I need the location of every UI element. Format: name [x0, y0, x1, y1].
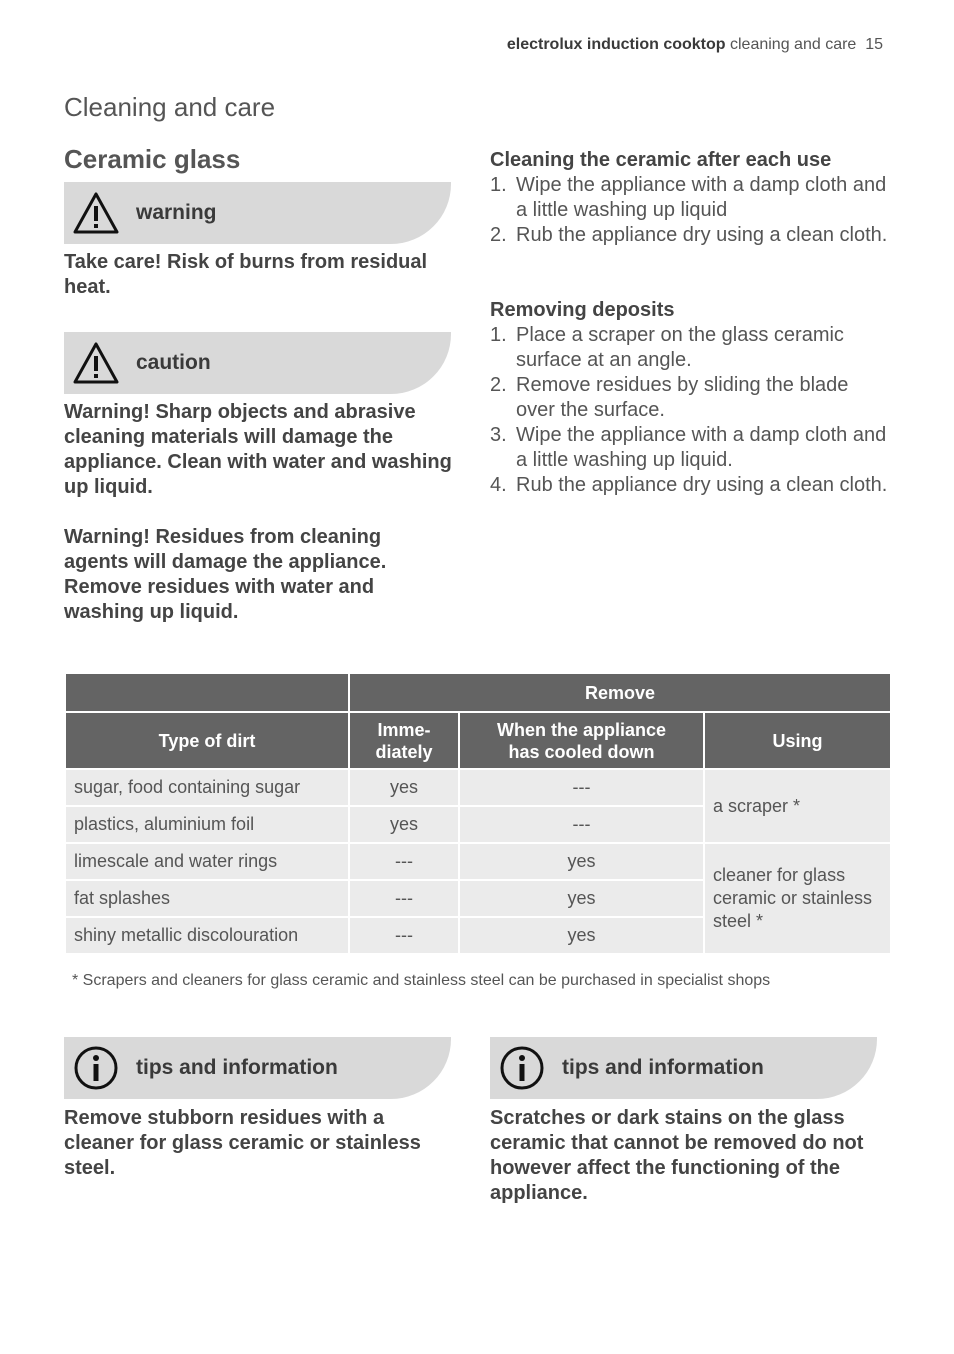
- tips-label: tips and information: [136, 1056, 338, 1079]
- dirt-cell: sugar, food containing sugar: [65, 769, 349, 806]
- dirt-cell: fat splashes: [65, 880, 349, 917]
- dirt-cell: plastics, aluminium foil: [65, 806, 349, 843]
- after-use-title: Cleaning the ceramic after each use: [490, 149, 832, 171]
- table-header-type: Type of dirt: [65, 712, 349, 769]
- tips-box-left: [64, 1037, 451, 1099]
- removing-deposits-steps: [490, 323, 890, 498]
- table-row: [65, 769, 891, 806]
- removing-deposits-section: [490, 298, 890, 498]
- cooled-cell: yes: [459, 917, 704, 954]
- page-number: 15: [865, 36, 883, 53]
- list-item: 2. Remove residues by sliding the blade over the surface.: [490, 374, 849, 421]
- using-cell: a scraper *: [704, 769, 891, 843]
- list-item: 2. Rub the appliance dry using a clean cloth.: [490, 224, 888, 246]
- dirt-cell: shiny metallic discolouration: [65, 917, 349, 954]
- list-item: 4. Rub the appliance dry using a clean cloth.: [490, 474, 888, 496]
- section-title: Cleaning and care: [64, 92, 276, 122]
- header-section: cleaning and care: [730, 36, 857, 53]
- dirt-removal-table: [64, 672, 892, 955]
- table-header-cooled: When the appliance has cooled down: [459, 712, 704, 769]
- immediately-cell: yes: [349, 769, 459, 806]
- immediately-cell: ---: [349, 843, 459, 880]
- cooled-cell: yes: [459, 880, 704, 917]
- immediately-cell: yes: [349, 806, 459, 843]
- dirt-cell: limescale and water rings: [65, 843, 349, 880]
- table-header-immediately: Imme- diately: [349, 712, 459, 769]
- header-brand: electrolux induction cooktop: [506, 36, 726, 53]
- removing-deposits-title: Removing deposits: [490, 299, 675, 321]
- warning-label: warning: [136, 201, 217, 224]
- list-item: 3. Wipe the appliance with a damp cloth and a little washing up liquid.: [490, 424, 887, 471]
- caution-box: [64, 332, 451, 394]
- warning-triangle-icon: [64, 341, 128, 385]
- cooled-cell: ---: [459, 769, 704, 806]
- cooled-cell: ---: [459, 806, 704, 843]
- caution-label: caution: [136, 351, 211, 374]
- list-item: 1. Place a scraper on the glass ceramic surface at an angle.: [490, 324, 844, 371]
- table-row: [65, 843, 891, 880]
- immediately-cell: ---: [349, 880, 459, 917]
- warning-box: [64, 182, 451, 244]
- page-heading: Ceramic glass: [64, 144, 241, 174]
- caution-text-1: Warning! Sharp objects and abrasive cleaning materials will damage the appliance. Clean with water and washing up liquid.: [64, 401, 452, 498]
- tips-text-left: Remove stubborn residues with a cleaner for glass ceramic or stainless steel.: [64, 1107, 421, 1179]
- after-use-steps: [490, 173, 890, 248]
- warning-triangle-icon: [64, 191, 128, 235]
- warning-text: Take care! Risk of burns from residual heat.: [64, 251, 428, 298]
- tips-box-right: [490, 1037, 877, 1099]
- table-header-using: Using: [704, 712, 891, 769]
- page-header: [507, 36, 883, 54]
- info-icon: [64, 1045, 128, 1091]
- table-group-header: Remove: [349, 673, 891, 712]
- table-footnote: * Scrapers and cleaners for glass ceramic and stainless steel can be purchased in specialist shops: [72, 972, 771, 989]
- info-icon: [490, 1045, 554, 1091]
- tips-text-right: Scratches or dark stains on the glass ceramic that cannot be removed do not however affect the functioning of the appliance.: [490, 1107, 864, 1204]
- using-cell: cleaner for glass ceramic or stainless steel *: [704, 843, 891, 954]
- list-item: 1. Wipe the appliance with a damp cloth and a little washing up liquid: [490, 174, 887, 221]
- tips-label: tips and information: [562, 1056, 764, 1079]
- caution-text-2: Warning! Residues from cleaning agents will damage the appliance. Remove residues with water and washing up liquid.: [64, 526, 387, 623]
- immediately-cell: ---: [349, 917, 459, 954]
- after-use-section: [490, 148, 890, 248]
- cooled-cell: yes: [459, 843, 704, 880]
- table-header-empty: [65, 673, 349, 712]
